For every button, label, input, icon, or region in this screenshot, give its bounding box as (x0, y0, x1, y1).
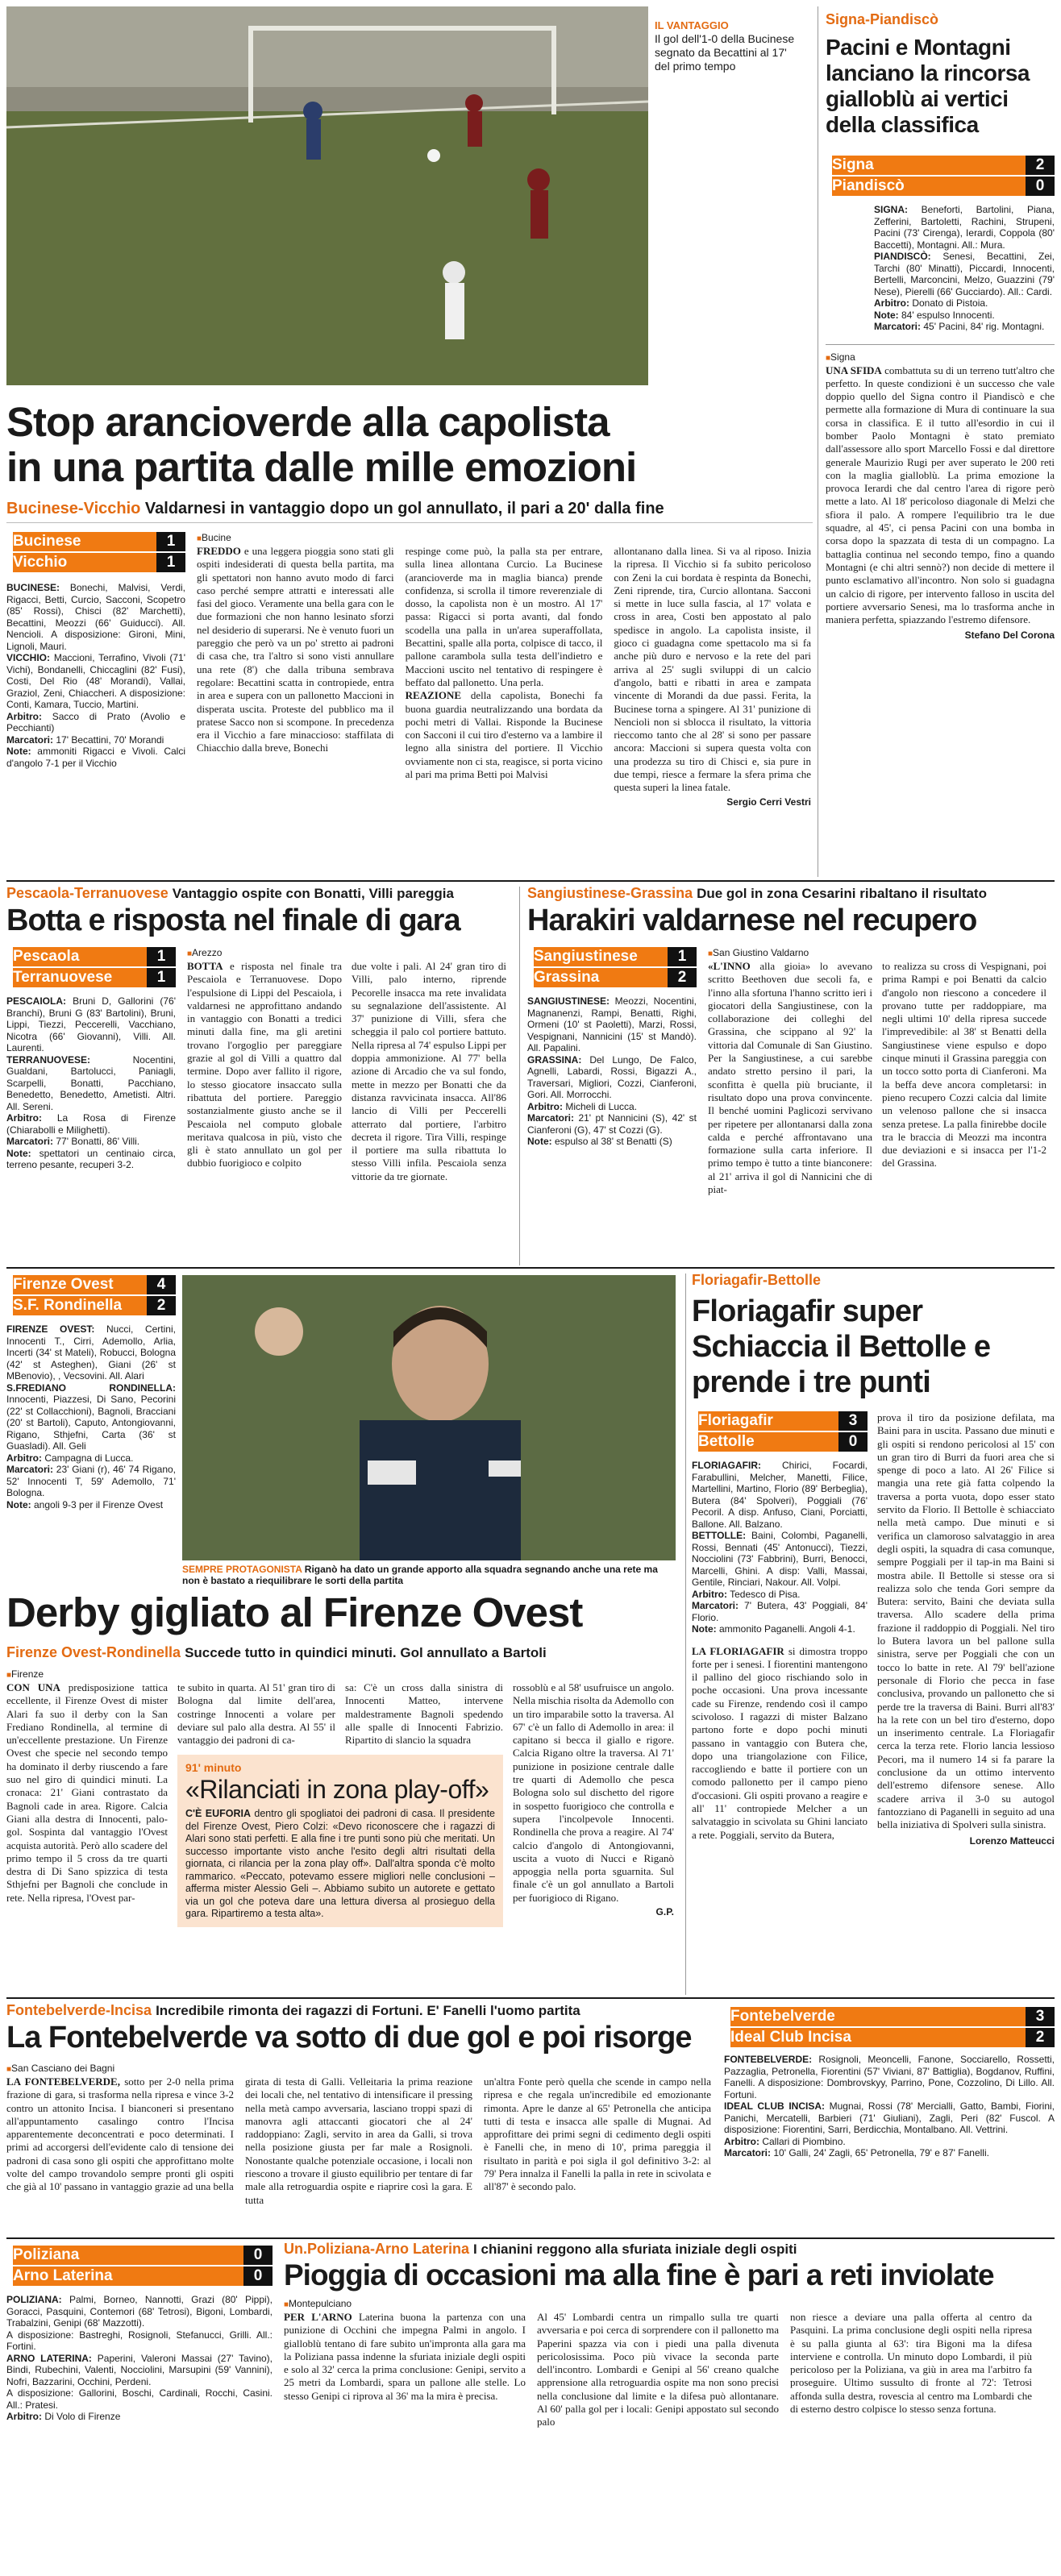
team-score: 1 (147, 968, 176, 987)
team-score: 1 (156, 553, 185, 572)
team-name: Floriagafir (698, 1411, 838, 1431)
kicker-text: Incredibile rimonta dei ragazzi di Fortuni. E' Fanelli l'uomo partita (156, 2003, 580, 2018)
kicker-match: Un.Poliziana-Arno Laterina (284, 2241, 470, 2257)
kicker-text: I chianini reggono alla sfuriata iniziale degli ospiti (473, 2242, 797, 2257)
article-column-1: «L'INNO alla gioia» lo avevano scritto Beethoven due secoli fa, e l'inno alla sfortuna l'hanno scritto ieri i giocatori della Sangiustinese, con la collaborazione dei colleghi del Grassina, che scippano al 92' la vittoria dal Comunale di San Giustino. Per la Sangiustinese, a cui sarebbe andato stretto persino il pari, la sconfitta è quella più bruciante, il risultato dopo una prova convincente. Il benché uomini Paglicozi servivano per ripetere per allontanarsi dalla zona calda e perché affrontavano una formazione sulla carta inferiore. Il primo tempo è tutto a tinte bianconere: al 21' arriva il gol di Nannicini che di piat- (708, 960, 872, 1196)
top-headline (6, 400, 813, 490)
floria-text-right: prova il tiro da posizione defilata, ma Baini para in uscita. Passano due minuti e gli ospiti si rendono pericolosi al 15' con un gran tiro di Burri da fuori area che si spenge di poco a lato. Al 26' Filice si mangia una rete già fatta colpendo la traversa a porta vuota, dopo esser stato servito da Florio. Il Bettolle è schiacciato nella metà campo. Due minuti e si verifica un clamoroso salvataggio in area degli ospiti, la squadra di casa comunque, sempre Poggiali per il tap-in ma Baini si mostra abile. Il Bettolle si stesse ora si realizza solo che tenda Gori sempre da Butera: servito, Baini che deviata sulla traversa. Allo scadere della prima frazione il raddoppio di Poggiali. Nel tiro lo Butera lavora un bel pallone sulla sinistra, serve per Poggiali che con un tocco lo batte in rete. Al 79' bell'azione personale di Florio che pecca in fase conclusiva, provando un pallonetto che si perde tre la traversa di Baini. Burri all'83' ha la rete con un bel tiro d'esterno, dopo un inserimento centrale. La Floriagafir cerca la terza rete. Florio lancia lessioso Pecori, ma il numero 14 si fa parare la conclusione da un ottimo intervento dell'estremo difensore senese. Allo scadere arriva il 3-0 su autogol fantozziano di Paganelli in seguito ad una bella iniziativa di Spolveri sulla sinistra. (877, 1411, 1055, 1831)
score-row-away (6, 968, 176, 987)
score-row-home (826, 156, 1055, 175)
team-name: Firenze Ovest (13, 1275, 147, 1294)
fonte-lineups: FONTEBELVERDE: Rosignoli, Meoncelli, Fanone, Socciarello, Rossetti, Pazzaglia, Petronella, Fiorentini (57' Viviani, 87' Battiglia), Bogdanov, Ruffini, Fanelli. A disposizione: Dombrovskyy, Parrino, Pone, Cozzolino, Di Lillo. All. Fortuni. IDEAL CLUB INCISA: Mugnai, Rossi (78' Mercialli, Gatto, Bambi, Fiorini, Panichi, Mercatelli, Barbieri (71' Giuliani), Zagli, Peri (82' Fuscol. A disposizione: Fiorentini, Sarri, Berdicchia, Montalbano. All. Vettrini. Arbitro: Callari di Piombino. Marcatori: 10' Galli, 24' Zagli, 65' Petronella, 79' e 87' Fanelli. (724, 2054, 1055, 2158)
photo-caption-text: Riganò ha dato un grande apporto alla squadra segnando anche una rete ma non è bastato a riequilibrare le sorti della partita (182, 1564, 658, 1586)
team-name: Sangiustinese (534, 947, 668, 966)
score-row-away (6, 2266, 273, 2286)
byline: Sergio Cerri Vestri (726, 796, 811, 808)
team-score: 0 (1026, 177, 1055, 196)
article-column-3: un'altra Fonte però quella che scende in campo nella ripresa e che regala un'incredibile ed emozionante rimonta. Apre le danze al 65' Petronella che anticipa tutti di testa e insacca alle spalle di Mugnai. Ad approfittare dei primi segni di cedimento degli ospiti è Fanelli che, in meno di 10', prima pareggia il risultato in parità e poi sigla il gol definitivo 3-2: al 79' Pera innalza il Fanelli la palla in rete in scivolata e all'87' è secondo palo. (484, 2075, 711, 2193)
signa-article (826, 11, 1055, 641)
article-column-4: rossoblù e al 58' usufruisce un angolo. Nella mischia risolta da Ademollo con un tiro imparabile sotto la traversa. Al 67' c'è un fallo di Ademollo in area: il capitano si becca il giallo e rigore. Calcia Rigano oltre la traversa. Al 71' punizione in posizione centrale dalle tre quarti di Ademollo che pesca Bologna solo sul dischetto del rigore in sospetto fuorigioco che controlla e supera l'incolpevole Innocenti. Rondinella che prova a reagire. Al 74' calcio d'angolo di Antongiovanni, uscita a vuoto di Nucci e Riganò appoggia nella porta sguarnita. Sul finale c'è un gol annullato a Bartoli per fuorigioco di Rigano. (513, 1681, 674, 1904)
sangiu-headline: Harakiri valdarnese nel recupero (527, 904, 977, 937)
team-name: Arno Laterina (13, 2266, 243, 2286)
score-row-away (527, 968, 697, 987)
article-column-2: respinge come può, la palla sta per entrare, sulla linea allontana Curcio. La Bucinese (arancioverde ma in maglia bianca) prende confidenza, si scrolla il timore reverenziale di dosso, la capolista non è un mostro. Al 17' passa: Rigacci si porta avanti, dal fondo scodella una palla in un'area superaffollata, Becattini, spalle alla porta, colpisce di tacco, il pallone carambola sulla testa dell'indietro e Maccioni uscito nel tentativo di respingere è beffato dal pallonetto. Una perla. REAZIONE della capolista, Bonechi fa buona guardia neutralizzando una bordata da pochi metri di Vallai. Risponde la Bucinese con Sacconi il cui tiro d'esterno va a lambire il legno alla sinistra del portiere. Il Vicchio ovviamente non ci sta, reagisce, si porta vicino al pari ma prima Betti poi Malvisi (405, 545, 603, 781)
firenze-lineups: FIRENZE OVEST: Nucci, Certini, Innocenti T., Cirri, Ademollo, Arlia, Incerti (34' st Mateli), Robucci, Bologna (42' st Asteghen), Giani (26' st MBenovio), , Vecsovini. All. Alari S.FREDIANO RONDINELLA: Innocenti, Piazzesi, Di Sano, Pecorini (22' st Collacchioni), Bagnoli, Bracciani (20' st Bartoli), Caputo, Antongiovanni, Rigano, Sthjefni, Carta (36' st Guasladi). All. Geli Arbitro: Campagna di Lucca. Marcatori: 23' Giani (r), 46' 74 Rigano, 52' Innocenti T, 59' Ademollo, 71' Bologna. Note: angoli 9-3 per il Firenze Ovest (6, 1323, 176, 1510)
team-score: 2 (1026, 2028, 1055, 2047)
top-kicker (6, 500, 813, 518)
team-score: 2 (1026, 156, 1055, 175)
article-column-1: LA FONTEBELVERDE, sotto per 2-0 nella prima frazione di gara, si trasforma nella ripresa e vince 3-2 contro un attonito Incisa. I bianconeri si presentano all'appuntamento casalingo contro l'Incisa apparentemente deconcentrati e poco determinati. I primi ad accorgersi dell'evidente calo di tensione dei padroni di casa sono gli ospiti che approfittano molte volte del campo trovandolo sempre pronti gli ospiti che già al 10' passano in vantaggio grazie ad una bella (6, 2075, 234, 2193)
fonte-kicker (6, 2002, 716, 2019)
team-score: 1 (147, 947, 176, 966)
signa-text: UNA SFIDA combattuta su di un terreno tutt'altro che perfetto. In queste condizioni è un successo che vale doppio quello del Signa contro il Piandiscò e che permette alla formazione di Mura di continuare la sua corsa in classifica. E il tutto all'esordio in cui il bomber Paolo Montagni è stato premiato dall'assessore allo sport Marcello Fossi e dal direttore generale Maurizio Rugi per aver superato le 200 reti con la maglia gialloblù. La prima emozione la provoca Ierardi che dal centro l'area di rigore però mette a lato. Al 18' pericoloso diagonale di Melzi che sfiora il palo. A rompere l'equilibrio tra le due squadre, al 45', ci pensa Pacini con una bomba in corsa dopo la spazzata di testa di un compagno. La battaglia continua nel secondo tempo, fino a quando Montagni (e chi altri sennò?) non decide di mettere il punto esclamativo all'incontro. Non solo si guadagna un calcio di rigore, per intervento falloso in uscita del portiere avversario Senesi, ma lo trasforma anche in maniera perfetta, spiazzando l'estremo difensore. (826, 364, 1055, 626)
poliz-kicker (284, 2241, 1055, 2258)
article-column-2: te subito in quarta. Al 51' gran tiro di Bologna dal limite dell'area, costringe Innocenti a volare per deviare sul palo alla destra. Al 55' il vantaggio dei padroni di ca- (177, 1681, 335, 1747)
team-name: Fontebelverde (730, 2007, 1026, 2026)
dateline: ■ Bucine (197, 532, 811, 543)
firenze-player-photo (182, 1275, 676, 1560)
score-row-home (527, 947, 697, 966)
top-photo-caption (655, 19, 804, 73)
byline: G.P. (655, 1906, 674, 1918)
dateline: ■ Arezzo (187, 947, 513, 958)
dateline: ■ Firenze (6, 1668, 684, 1680)
kicker-match: Pescaola-Terranuovese (6, 885, 169, 901)
article-column-1: CON UNA predisposizione tattica eccellente, il Firenze Ovest di mister Alari fa suo il derby con la San Frediano Rondinella, al termine di un'eccellente prestazione. Un Firenze Ovest che specie nel secondo tempo ha dominato il derby riuscendo a fare suo nel giro di quindici minuti. La cronaca: 21' Giani contrastato da Bagnoli cade in area. Rigore. Calcia Giani alla destra di Innocenti, palo-gol. Sospinta dal vantaggio l'Ovest acquista autorità. Però allo scadere del primo tempo il 5 cross da tre quarti destra di Di Sano spizzica di testa Sthjefni per Bagnoli che conclude in rete. Nella ripresa, l'Ovest par- (6, 1681, 168, 1904)
team-name: Bettolle (698, 1432, 838, 1452)
team-name: Terranuovese (13, 968, 147, 987)
photo-caption-kicker: SEMPRE PROTAGONISTA (182, 1564, 302, 1575)
team-name: Piandiscò (832, 177, 1026, 196)
main-match-photo (6, 6, 648, 385)
floria-scoreboard (692, 1411, 868, 1452)
box-kicker (185, 1761, 495, 1774)
team-name: Bucinese (13, 532, 156, 551)
score-row-home (6, 1275, 176, 1294)
top-headline-line2: in una partita dalle mille emozioni (6, 444, 637, 490)
fonte-scoreboard (724, 2007, 1055, 2047)
floria-headline: Floriagafir super Schiaccia il Bettolle e prende i tre punti (692, 1294, 991, 1399)
signa-lineups: SIGNA: Beneforti, Bartolini, Piana, Zefferini, Bartoletti, Rachini, Strupeni, Pacini (73' Cirenga), Ierardi, Coppola (80' Baccetti), Montagni. All.: Mura. PIANDISCÒ: Senesi, Becattini, Zei, Tarchi (80' Minatti), Piccardi, Innocenti, Bertelli, Marconcini, Melzo, Guazzini (79' Nese), Pierelli (66' Gucciardo). All.: Cardi. Arbitro: Donato di Pistoia. Note: 84' espulso Innocenti. Marcatori: 45' Pacini, 84' rig. Montagni. (874, 204, 1055, 332)
floria-kicker (692, 1272, 1055, 1289)
team-score: 4 (147, 1275, 176, 1294)
top-article-body (197, 532, 811, 808)
article-column-1: FREDDO e una leggera pioggia sono stati gli ospiti indesiderati di questa bella partita, ma gli spettatori non hanno avuto modo di farci caso perché sempre attratti e interessati alle fasi del gioco. Veramente una bella gara con le due formazioni che non hanno lesinato sforzi nel desiderio di superarsi. Ne è venuto fuori un pareggio che però va un po' stretto ai padroni di casa che, tra l'altro si sono visti annullare una rete (8') che dalla tribuna sembrava regolare: Becattini scatta in contropiede, entra in area e supera con un pallonetto Maccioni in disperata uscita. Proteste del pubblico ma il pratese Sacco non si scompone. In precedenza era il Vicchio a fare minaccioso: staffilata di Chiacchio dalla breve, Bonechi (197, 545, 394, 754)
article-column-2: to realizza su cross di Vespignani, poi prima Rampi e poi Benatti da calcio d'angolo non riescono a concedere il provano tutte per raddoppiare, ma negli ultimi 10' della ripresa succede l'imprevedibile: al 38' st Benatti della Sangiustinese viene espulso e dopo cinque minuti il Grassina pareggia con un tocco sotto porta di Cianferoni. Ma la beffa deve ancora completarsi: in pieno recupero Cozzi calcia dal limite un velenoso pallone che si insacca senza pretese. La palla finirebbe docile tra le braccia di Meozzi ma incontra due deviazioni e si insacca per l'1-2 del Grassina. (882, 960, 1046, 1170)
article-column-3: allontanano dalla linea. Si va al riposo. Inizia la ripresa. Il Vicchio si fa subito pericoloso con Zeni la cui bordata è respinta da Bonechi, Zeni riprende, tira, Curcio allontana. Sacconi si mette in luce sulla fascia, al 17' volata e cross in area, Costi ben appostato al palo spedisce in angolo. La capolista insiste, il gioco ci guadagna come spettacolo ma si fa anche più duro e nervoso e la rete del pari arriva al 25' sugli sviluppi di un calcio d'angolo, batti e ribatti in area e zampata vincente di Morandi da due passi. Ferita, la Bucinese torna a spingere. Al 31' punizione di Nencioli non si sblocca il risultato, la vittoria rieccomo tanto che al 28' si sono per passare ancora: Maccioni si supera questa volta con una prodezza su tiro di Chisci e, sia pure in due tempi, riesce a fermare la sfera prima che questa superi la linea fatale. (614, 545, 812, 794)
team-name: Pescaola (13, 947, 147, 966)
firenze-sidebar (6, 1275, 176, 1510)
box-kicker-text: 91' minuto (185, 1761, 242, 1775)
poliz-scoreboard (6, 2246, 273, 2286)
firenze-quote-box (177, 1755, 503, 1927)
top-headline-line1: Stop arancioverde alla capolista (6, 399, 610, 445)
article-column-1: BOTTA e risposta nel finale tra Pescaiola e Terranuovese. Dopo l'espulsione di Lippi del Pescaiola, i valdarnesi ne approfittano andando in vantaggio con Bonatti a tredici minuti dalla fine, ma gli aretini trovano l'orgoglio per pareggiare grazie al gol di Villi a quattro dal termine. Dopo aver fallito il rigore, lo stesso giocatore insaccato sulla ribattuta del portiere. Pareggio sostanzialmente giusto anche se il Pescaiola nel computo globale meritava qualcosa in più, visto che gli è stato annullato un gol per dubbio fuorigioco e colpito (187, 960, 342, 1170)
team-score: 2 (668, 968, 697, 987)
kicker-text: Succede tutto in quindici minuti. Gol annullato a Bartoli (185, 1645, 547, 1660)
team-name: Ideal Club Incisa (730, 2028, 1026, 2047)
poliz-article (284, 2241, 1055, 2429)
article-column-3: non riesce a deviare una palla offerta al centro da Pasquini. La prima conclusione degli ospiti nella ripresa è su palla giunta al 63': tira Bigoni ma la difesa interviene e controlla. Un minuto dopo Lombardi, il più pericoloso per la Poliziana, va giù in area ma l'arbitro fa proseguire. Ultimo sussulto di fronte al 72': Tetrosi affonda sulla destra, rovescia al centro ma Lombardi che di esterno destro colpisce lo stesso senza fortuna. (790, 2311, 1032, 2416)
poliz-headline: Pioggia di occasioni ma alla fine è pari a reti inviolate (284, 2258, 994, 2291)
team-score: 0 (243, 2246, 273, 2265)
score-row-away (6, 553, 185, 572)
kicker-match: Firenze Ovest-Rondinella (6, 1644, 181, 1660)
article-column-2: Al 45' Lombardi centra un rimpallo sulla tre quarti avversaria e poi cerca di sorprendere con il pallonetto ma Paperini spazza via con i piedi una palla divenuta pericolosissima. Poco più vivace la seconda parte dell'incontro. Lombardi e Genipi al 56' creano qualche apprensione alla retroguardia ospite ma non sono precisi nella conclusione dal limite e la difesa può allontanare. Al 60' palla gol per i locali: Genipi appostato sul secondo palo (537, 2311, 779, 2429)
team-score: 0 (243, 2266, 273, 2286)
floria-article (692, 1272, 1055, 1847)
fonte-headline: La Fontebelverde va sotto di due gol e poi risorge (6, 2021, 692, 2055)
top-kicker-text: Valdarnesi in vantaggio dopo un gol annullato, il pari a 20' dalla fine (144, 500, 664, 517)
dateline: ■ Signa (826, 351, 1055, 363)
team-name: Signa (832, 156, 1026, 175)
sangiu-lineups: SANGIUSTINESE: Meozzi, Nocentini, Magnanenzi, Rampi, Benatti, Righi, Ormeni (10' st Paoletti), Marzi, Rossi, Vespignani, Nannicini (15' st Mandò). All. Papalini. GRASSINA: Del Lungo, De Falco, Agnelli, Labardi, Rossi, Bigazzi A., Traversari, Migliori, Cozzi, Cianferoni, Gori. All. Morrocchi. Arbitro: Micheli di Lucca. Marcatori: 21' pt Nannicini (S), 42' st Cianferoni (G), 47' st Cozzi (G). Note: espulso al 38' st Benatti (S) (527, 995, 697, 1147)
article-column-3: sa: C'è un cross dalla sinistra di Innocenti Matteo, intervene maldestramente Bagnoli spedendo alle spalle di Innocenti Fabrizio. Ripartito di slancio la squadra (345, 1681, 503, 1747)
kicker-text: Due gol in zona Cesarini ribaltano il risultato (697, 886, 987, 901)
team-score: 0 (838, 1432, 868, 1452)
sangiu-scoreboard (527, 947, 697, 987)
floria-text-left: LA FLORIAGAFIR si dimostra troppo forte per i senesi. I fiorentini mantengono il pallino del gioco rischiando solo in poche occasioni. Una prova incessante cade su Firenze, rendendo così il campo scivoloso. I ragazzi di mister Balzano partono forte e dopo pochi minuti passano in vantaggio con Butera che, dopo una triangolazione con Filice, raccogliendo e batte il portiere con un comodo pallonetto per il campo pieno d'occasioni. Gli ospiti provano a reagire e all' 11' contropiede Melcher a un salvataggio in scivolata su Ghini lanciato a rete. Poggiali, servito da Butera, (692, 1644, 868, 1841)
pescaia-article (6, 885, 513, 1183)
pescaia-kicker (6, 885, 513, 902)
firenze-kicker (6, 1644, 684, 1661)
team-name: Poliziana (13, 2246, 243, 2265)
floria-lineups: FLORIAGAFIR: Chirici, Focardi, Farabullini, Melcher, Manetti, Filice, Martellini, Martino, Florio (89' Berbeglia), Butera (84' Spolveri), Poggiali (76' Pecoril. A disp. Anfuso, Ciani, Porciatti, Ballone. All. Balzano. BETTOLLE: Baini, Colombi, Paganelli, Rossi, Bennati (45' Antonucci), Tiezzi, Nocciolini (73' Fabbrini), Burri, Benocci, Marcelli, Ghini. A disp: Valli, Massai, Gentile, Rinciari, Nakour. All. Volpi. Arbitro: Tedesco di Pisa. Marcatori: 7' Butera, 43' Poggiali, 84' Florio. Note: ammonito Paganelli. Angoli 4-1. (692, 1460, 868, 1635)
sangiu-kicker (527, 885, 1055, 902)
dateline: ■ Montepulciano (284, 2298, 1055, 2309)
firenze-article-body (6, 1668, 684, 1927)
top-scoreboard (6, 532, 185, 574)
kicker-text: Vantaggio ospite con Bonatti, Villi pareggia (172, 886, 454, 901)
score-row-home (6, 947, 176, 966)
poliz-lineups: POLIZIANA: Palmi, Borneo, Nannotti, Grazi (80' Pippi), Goracci, Pasquini, Contemori (68' Tetrosi), Bigoni, Lombardi, Trabalzini, Genipi (68' Mazzotti). A disposizione: Bastreghi, Rosignoli, Stefanucci, Grilli. All.: Fortini. ARNO LATERINA: Paperini, Valeroni Massai (27' Tavino), Bindi, Rubechini, Valenti, Nocciolini, Marsupini (59' Vannini), Nofri, Bazzarini, Occhini, Perdeni. A disposizione: Gallorini, Boschi, Cardinali, Rocchi, Casini. All.: Pratesi. Arbitro: Di Volo di Firenze (6, 2294, 273, 2422)
article-column-2: due volte i pali. Al 24' gran tiro di Villi, palo interno, riprende Pecorelle insacca ma rete invalidata su segnalazione dell'assistente. Al 37' punizione di Villi, sfera che scheggia il palo col portiere battuto. Nella ripresa al 74' espulso Lippi per doppia ammonizione. Al 77' bella azione di Arcadio che va sul fondo, mette in mezzo per Bonatti che da distanza ravvicinata insacca. All'86 lancio di Villi per Peccerelli atterrato dal portiere, l'arbitro decreta il rigore. Tira Villi, respinge il portiere ma sulla ribattuta lo stesso Villi infila. Pescaiola senza vittorie da tre giornate. (352, 960, 506, 1182)
team-name: Grassina (534, 968, 668, 987)
dateline: ■ San Casciano dei Bagni (6, 2063, 716, 2074)
sangiu-article (527, 885, 1055, 1196)
photo-caption-text: Il gol dell'1-0 della Bucinese segnato da Becattini al 17' del primo tempo (655, 32, 795, 73)
box-text: C'È EUFORIA dentro gli spogliatoi dei padroni di casa. Il presidente del Firenze Ovest, Piero Colzi: «Devo riconoscere che i ragazzi di Alari sono stati perfetti. E alla fine i tre punti sono più che meritati. Un successo importante visto anche l'esito degli altri risultati della giornata, ci rilancia per la zona play off». Dall'altra sponda c'è molto rammarico. «Peccato, potevamo essere migliori nelle conclusioni – afferma mister Alessio Geli –. Abbiamo subito un autorete e gettato via un gol che poteva dare una lettura diversa al prosieguo della gara. Ripartiremo a testa alta». (185, 1808, 495, 1920)
player-portrait-illustration (182, 1275, 676, 1560)
photo-caption-kicker: IL VANTAGGIO (655, 19, 729, 31)
signa-scoreboard (826, 156, 1055, 196)
football-action-illustration (6, 6, 648, 385)
score-row-home (724, 2007, 1055, 2026)
fonte-article (6, 2002, 716, 2207)
score-row-away (692, 1432, 868, 1452)
score-row-away (724, 2028, 1055, 2047)
team-score: 3 (1026, 2007, 1055, 2026)
firenze-headline: Derby gigliato al Firenze Ovest (6, 1589, 583, 1635)
score-row-home (6, 2246, 273, 2265)
pescaia-headline: Botta e risposta nel finale di gara (6, 904, 460, 937)
signa-kicker (826, 11, 1055, 28)
score-row-away (6, 1296, 176, 1315)
pescaia-scoreboard (6, 947, 176, 987)
box-title: «Rilanciati in zona play-off» (185, 1775, 489, 1805)
kicker-match: Sangiustinese-Grassina (527, 885, 693, 901)
team-score: 3 (838, 1411, 868, 1431)
byline: Lorenzo Matteucci (969, 1834, 1055, 1847)
pescaia-lineups: PESCAIOLA: Bruni D, Gallorini (76' Branchi), Bruni G (83' Bartolini), Bruni, Lippi, Tiezzi, Peccerelli, Vacchiano, Nicotra (66' Giovanni), Villi. All. Laurenti. TERRANUOVESE: Nocentini, Gualdani, Bartolucci, Paniagli, Scarpelli, Bonatti, Pacchiano, Benedetto, Benedetto, Ametisti. Altri. All. Sereni. Arbitro: La Rosa di Firenze (Chiarabolli e Milighetti). Marcatori: 77' Bonatti, 86' Villi. Note: spettatori un centinaio circa, terreno pesante, recuperi 3-2. (6, 995, 176, 1170)
article-column-2: girata di testa di Galli. Velleitaria la prima reazione dei locali che, nel tentativo di intensificare il pressing nella metà campo avversaria, lasciano troppi spazi di manovra agli attaccanti giocatori che al 24' raddoppiano: Zagli, servito in area da Galli, si trova nella posizione giusta per far male a Rosignoli. Nonostante qualche potenziale occasione, i locali non riescono a trovare il giusto equilibrio per tentare di far male alla retroguardia ospite e riaprire così la gara. E tutta (245, 2075, 472, 2206)
score-row-away (826, 177, 1055, 196)
top-kicker-match: Bucinese-Vicchio (6, 500, 141, 517)
article-column-1: PER L'ARNO Laterina buona la partenza con una punizione di Occhini che impegna Palmi in angolo. I gialloblù tentano di fare subito un'impronta alla gara ma la Poliziana passa indenne la sfuriata iniziale degli ospiti e solo al 32' cerca la prima conclusione: Genipi, servito a 25 metri da Lombardi, spara un pallone alle stelle. Lo stesso Genipi ci riprova al 36' ma la mira è precisa. (284, 2311, 526, 2402)
signa-headline: Pacini e Montagni lanciano la rincorsa gialloblù ai vertici della classifica (826, 35, 1030, 137)
score-row-home (692, 1411, 868, 1431)
firenze-photo-caption (182, 1564, 676, 1586)
team-name: Vicchio (13, 553, 156, 572)
byline: Stefano Del Corona (964, 629, 1055, 642)
team-score: 1 (668, 947, 697, 966)
firenze-scoreboard (6, 1275, 176, 1315)
team-name: S.F. Rondinella (13, 1296, 147, 1315)
floria-kicker-text: Floriagafir-Bettolle (692, 1272, 822, 1288)
score-row-home (6, 532, 185, 551)
fonte-sidebar (724, 2007, 1055, 2159)
signa-kicker-text: Signa-Piandiscò (826, 11, 939, 27)
team-score: 1 (156, 532, 185, 551)
poliz-sidebar (6, 2246, 273, 2423)
team-score: 2 (147, 1296, 176, 1315)
top-lineups: BUCINESE: Bonechi, Malvisi, Verdi, Rigacci, Betti, Curcio, Sacconi, Scopetro (85' Rossi), Chisci (82' Marchetti), Becattini, Meozzi (66' Guiducci). All. Nencioli. A disposizione: Gironi, Mini, Lignoli, Mauri. VICCHIO: Maccioni, Terrafino, Vivoli (71' Vichi), Bondanelli, Chiccaglini (82' Fusi), Costi, Del Rio (48' Morandi), Vallai, Graziol, Zeni, Chiaccheri. A disposizione: Conti, Kamara, Tuccio, Martini. Arbitro: Sacco di Prato (Avolio e Pecchianti) Marcatori: 17' Becattini, 70' Morandi Note: ammoniti Rigacci e Vivoli. Calci d'angolo 7-1 per il Vicchio (6, 582, 185, 769)
dateline: ■ San Giustino Valdarno (708, 947, 1055, 958)
kicker-match: Fontebelverde-Incisa (6, 2002, 152, 2018)
